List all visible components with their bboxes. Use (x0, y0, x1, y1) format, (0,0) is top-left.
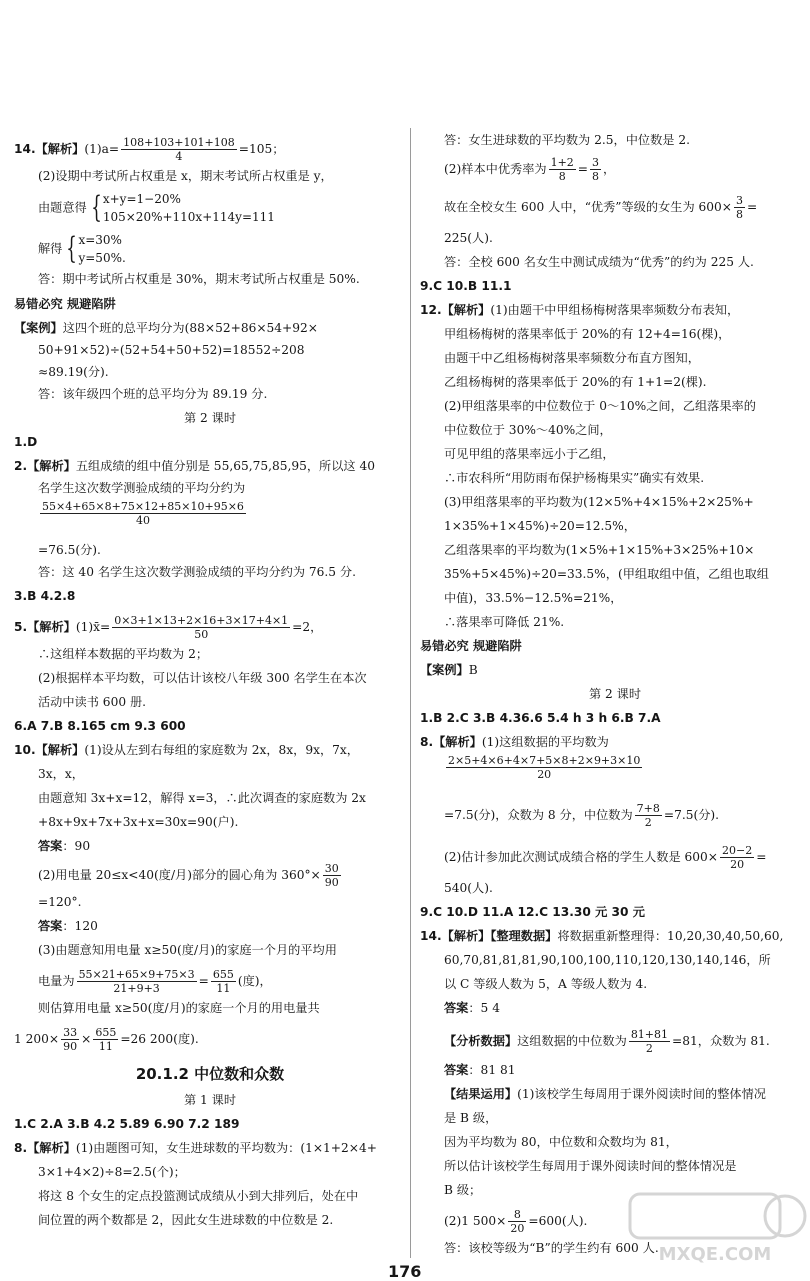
text-line: 活动中读书 600 册. (38, 695, 147, 709)
section-title: 20.1.2 中位数和众数 (135, 1065, 285, 1083)
section-heading: 易错必究 规避陷阱 (14, 297, 116, 311)
formula: (2)估计参加此次测试成绩合格的学生人数是 600× $\frac{20-2}{20}$ = (444, 844, 767, 871)
answers-9-13: 9.C 10.D 11.A 12.C 13.30 元 30 元 (420, 905, 645, 919)
case-line: 【案例】B (420, 663, 478, 677)
lesson-title: 第 1 课时 (183, 1093, 237, 1107)
text-line: 可见甲组的落果率远小于乙组， (444, 447, 615, 461)
text-line: 60,70,81,81,81,90,100,100,110,120,130,140,146，所 (444, 953, 771, 967)
answer-12: 12.【解析】(1)由题干中甲组杨梅树落果率频数分布表知， (420, 303, 740, 317)
answers-1-7: 1.B 2.C 3.B 4.36.6 5.4 h 3 h 6.B 7.A (420, 711, 661, 725)
watermark-logo (620, 1186, 810, 1266)
formula: (2)1 500× $\frac{8}{20}$ =600(人). (444, 1208, 588, 1235)
text-line: =120°. (38, 895, 82, 909)
answer-label: 答案：81 81 (444, 1063, 516, 1077)
text-line: 甲组杨梅树的落果率低于 20%的有 12+4=16(棵)， (444, 327, 731, 341)
formula: 电量为 $\frac{55\times 21+65\times 9+75\times 3}{21+9+3}$ = $\frac{655}{11}$ (度)， (38, 968, 272, 995)
formula: $\frac{55\times 4+65\times 8+75\times 12+85\times 10+95\times 6}{40}$ (42, 500, 244, 527)
text-line: (2)根据样本平均数，可以估计该校八年级 300 名学生在本次 (38, 671, 367, 685)
text-line: =76.5(分). (38, 543, 101, 557)
formula: 【分析数据】这组数据的中位数为 $\frac{81+81}{2}$ =81，众数为 81. (444, 1028, 770, 1055)
text-line: +8x+9x+7x+3x+x=30x=90(户). (38, 815, 239, 829)
text-line: (2)设期中考试所占权重是 x，期末考试所占权重是 y， (38, 169, 333, 183)
formula: =7.5(分)，众数为 8 分，中位数为 $\frac{7+8}{2}$ =7.5(分). (444, 802, 720, 829)
page-number: 176 (388, 1262, 422, 1281)
text-line: 225(人). (444, 231, 493, 245)
text-line: 答：该校等级为“B”的学生约有 600 人. (444, 1241, 659, 1255)
text-line: 35%+5×45%)÷20=33.5%，(甲组取组中值，乙组也取组 (444, 567, 769, 581)
text-line: 答：女生进球数的平均数为 2.5，中位数是 2. (444, 133, 690, 147)
watermark-text: MXQE.COM (658, 1244, 772, 1265)
text-line: 答：这 40 名学生这次数学测验成绩的平均分约为 76.5 分. (38, 565, 356, 579)
text-line: (3)由题意知用电量 x≥50(度/月)的家庭一个月的平均用 (38, 943, 337, 957)
answer-1: 1.D (14, 435, 38, 449)
text-line: ∴落果率可降低 21%. (444, 615, 565, 629)
answer-label: 答案：120 (38, 919, 98, 933)
answers-1-7: 1.C 2.A 3.B 4.2 5.89 6.90 7.2 189 (14, 1117, 240, 1131)
text-line: 所以估计该校学生每周用于课外阅读时间的整体情况是 (444, 1159, 737, 1173)
text-line: 1×35%+1×45%)÷20=12.5%， (444, 519, 636, 533)
text-line: (2)甲组落果率的中位数位于 0～10%之间，乙组落果率的 (444, 399, 756, 413)
answers-9-11: 9.C 10.B 11.1 (420, 279, 512, 293)
text-line: 由题意知 3x+x=12，解得 x=3，∴此次调查的家庭数为 2x (38, 791, 366, 805)
lesson-title: 第 2 课时 (588, 687, 642, 701)
text-line: 是 B 级， (444, 1111, 498, 1125)
equation-system: 由题意得 {x+y=1−20% 105×20%+110x+114y=111 (38, 190, 275, 225)
answer-14: 14.【解析】(1)a= $\frac{108+103+101+108}{4}$ =105； (14, 136, 285, 163)
text-line: (2)用电量 20≤x<40(度/月)部分的圆心角为 360°× $\frac{30}{90}$ (38, 862, 339, 889)
text-line: 名学生这次数学测验成绩的平均分约为 (38, 481, 246, 495)
text-line: 将这 8 个女生的定点投篮测试成绩从小到大排列后，处在中 (38, 1189, 359, 1203)
text-line: 间位置的两个数都是 2，因此女生进球数的中位数是 2. (38, 1213, 334, 1227)
text-line: 以 C 等级人数为 5，A 等级人数为 4. (444, 977, 648, 991)
text-line: 答：全校 600 名女生中测试成绩为“优秀”的约为 225 人. (444, 255, 754, 269)
answer-10: 10.【解析】(1)设从左到右每组的家庭数为 2x，8x，9x，7x， (14, 743, 359, 757)
text-line: 3×1+4×2)÷8=2.5(个)； (38, 1165, 186, 1179)
case-line: 【案例】这四个班的总平均分为(88×52+86×54+92× (14, 321, 318, 335)
text-line: 乙组杨梅树的落果率低于 20%的有 1+1=2(棵). (444, 375, 707, 389)
answer-label: 答案：5 4 (444, 1001, 500, 1015)
answer-8: 8.【解析】(1)由题图可知，女生进球数的平均数为：(1×1+2×4+ (14, 1141, 377, 1155)
lesson-title: 第 2 课时 (183, 411, 237, 425)
text-line: B 级； (444, 1183, 482, 1197)
answer-14: 14.【解析】【整理数据】将数据重新整理得：10,20,30,40,50,60, (420, 929, 784, 943)
section-heading: 易错必究 规避陷阱 (420, 639, 522, 653)
column-divider (410, 128, 411, 1258)
formula: (2)样本中优秀率为 $\frac{1+2}{8}$ = $\frac{3}{8}$ ， (444, 156, 616, 183)
formula: $\frac{2\times 5+4\times 6+4\times 7+5\times 8+2\times 9+3\times 10}{20}$ (448, 754, 641, 781)
answers-3-4: 3.B 4.2.8 (14, 589, 76, 603)
text-line: 【结果运用】(1)该校学生每周用于课外阅读时间的整体情况 (444, 1087, 766, 1101)
text-line: 答：期中考试所占权重是 30%，期末考试所占权重是 50%. (38, 272, 360, 286)
text-line: ∴这组样本数据的平均数为 2； (38, 647, 209, 661)
text-line: 50+91×52)÷(52+54+50+52)=18552÷208 (38, 343, 305, 357)
answer-2: 2.【解析】五组成绩的组中值分别是 55,65,75,85,95，所以这 40 (14, 459, 375, 473)
text-line: 540(人). (444, 881, 493, 895)
text-line: (3)甲组落果率的平均数为(12×5%+4×15%+2×25%+ (444, 495, 754, 509)
text-line: ∴市农科所“用防雨布保护杨梅果实”确实有效果. (444, 471, 705, 485)
formula: 1 200× $\frac{33}{90}$ × $\frac{655}{11}$ =26 200(度). (14, 1026, 199, 1053)
text-line: 答：该年级四个班的总平均分为 89.19 分. (38, 387, 268, 401)
formula: 故在全校女生 600 人中，“优秀”等级的女生为 600× $\frac{3}{8}$ = (444, 194, 758, 221)
text-line: 中位数位于 30%～40%之间， (444, 423, 612, 437)
text-line: 由题干中乙组杨梅树落果率频数分布直方图知， (444, 351, 700, 365)
text-line: 中值)，33.5%−12.5%=21%， (444, 591, 623, 605)
text-line: 因为平均数为 80，中位数和众数均为 81， (444, 1135, 678, 1149)
answers-6-9: 6.A 7.B 8.165 cm 9.3 600 (14, 719, 186, 733)
answer-8: 8.【解析】(1)这组数据的平均数为 (420, 735, 609, 749)
text-line: 3x，x， (38, 767, 84, 781)
answer-label: 答案：90 (38, 839, 91, 853)
text-line: 乙组落果率的平均数为(1×5%+1×15%+3×25%+10× (444, 543, 755, 557)
solution-system: 解得 {x=30% y=50%. (38, 231, 126, 266)
answer-5: 5.【解析】(1)x̄= $\frac{0\times 3+1\times 13+2\times 16+3\times 17+4\times 1}{50}$ =2， (14, 614, 323, 641)
text-line: 则估算用电量 x≥50(度/月)的家庭一个月的用电量共 (38, 1001, 320, 1015)
text-line: ≈89.19(分). (38, 365, 109, 379)
